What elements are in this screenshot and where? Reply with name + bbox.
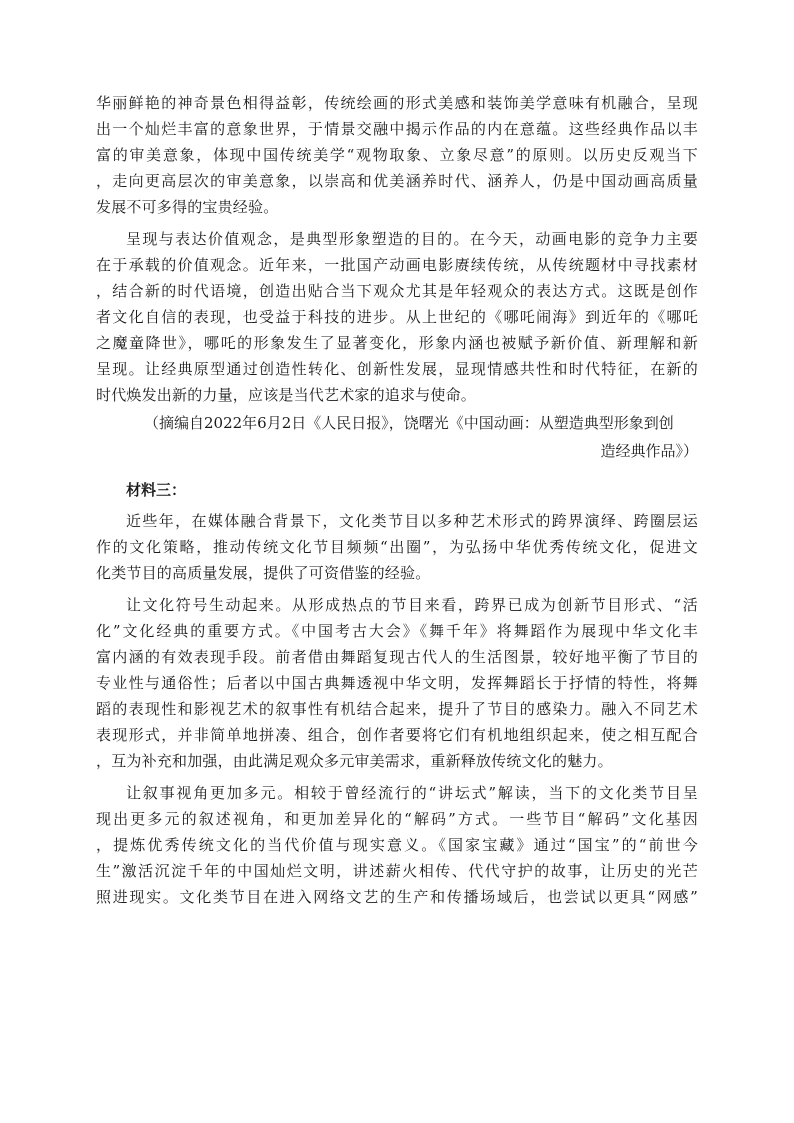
text-line: ，提炼优秀传统文化的当代价值与现实意义。《国家宝藏》通过“国宝”的“前世今 [96, 836, 698, 854]
paragraph-1 [96, 90, 698, 220]
text-line: 时代焕发出新的力量，应该是当代艺术家的追求与使命。 [96, 386, 477, 404]
text-line: 生”激活沉淀千年的中国灿烂文明，讲述薪火相传、代代守护的故事，让历史的光芒 [96, 862, 698, 880]
text-line: ，结合新的时代语境，创造出贴合当下观众尤其是年轻观众的表达方式。这既是创作 [96, 282, 698, 300]
text-line: 者文化自信的表现，也受益于科技的进步。从上世纪的《哪吒闹海》到近年的《哪吒 [96, 308, 698, 326]
text-line: ，互为补充和加强，由此满足观众多元审美需求，重新释放传统文化的魅力。 [96, 752, 613, 770]
text-line: 化类节目的高质量发展，提供了可资借鉴的经验。 [96, 564, 431, 582]
text-line: 蹈的表现性和影视艺术的叙事性有机结合起来，提升了节目的感染力。融入不同艺术 [96, 700, 698, 718]
citation [96, 408, 698, 464]
text-line: 在于承载的价值观念。近年来，一批国产动画电影赓续传统，从传统题材中寻找素材 [96, 256, 698, 274]
document-page [96, 90, 698, 910]
text-line: 专业性与通俗性；后者以中国古典舞透视中华文明，发挥舞蹈长于抒情的特性，将舞 [96, 674, 698, 692]
text-line: 呈现。让经典原型通过创造性转化、创新性发展，显现情感共性和时代特征，在新的 [96, 360, 698, 378]
citation-line: （摘编自2022年6月2日《人民日报》，饶曙光《中国动画：从塑造典型形象到创 [144, 414, 674, 432]
text-line: 照进现实。文化类节目在进入网络文艺的生产和传播场域后，也尝试以更具“网感” [96, 888, 698, 906]
text-line: 之魔童降世》，哪吒的形象发生了显著变化，形象内涵也被赋予新价值、新理解和新 [96, 334, 698, 352]
text-line: 富的审美意象，体现中国传统美学“观物取象、立象尽意”的原则。以历史反观当下 [96, 146, 698, 164]
section-heading: 材料三： [126, 481, 187, 499]
paragraph-2 [96, 226, 698, 408]
text-line: 出一个灿烂丰富的意象世界，于情景交融中揭示作品的内在意蕴。这些经典作品以丰 [96, 120, 698, 138]
text-line: 让叙事视角更加多元。相较于曾经流行的“讲坛式”解读，当下的文化类节目呈 [126, 784, 698, 802]
text-line: 发展不可多得的宝贵经验。 [96, 198, 279, 216]
text-line: 化”文化经典的重要方式。《中国考古大会》《舞千年》将舞蹈作为展现中华文化丰 [96, 622, 698, 640]
text-line: ，走向更高层次的审美意象，以崇高和优美涵养时代、涵养人，仍是中国动画高质量 [96, 172, 698, 190]
text-line: 华丽鲜艳的神奇景色相得益彰，传统绘画的形式美感和装饰美学意味有机融合，呈现 [96, 94, 698, 112]
text-line: 富内涵的有效表现手段。前者借由舞蹈复现古代人的生活图景，较好地平衡了节目的 [96, 648, 698, 666]
paragraph-3 [96, 508, 698, 586]
paragraph-4 [96, 592, 698, 774]
text-line: 作的文化策略，推动传统文化节目频频“出圈”，为弘扬中华优秀传统文化，促进文 [96, 538, 698, 556]
paragraph-5 [96, 780, 698, 910]
text-line: 表现形式，并非简单地拼凑、组合，创作者要将它们有机地组织起来，使之相互配合 [96, 726, 698, 744]
text-line: 呈现与表达价值观念，是典型形象塑造的目的。在今天，动画电影的竞争力主要 [126, 230, 698, 248]
text-line: 让文化符号生动起来。从形成热点的节目来看，跨界已成为创新节目形式、“活 [126, 596, 698, 614]
text-line: 近些年，在媒体融合背景下，文化类节目以多种艺术形式的跨界演绎、跨圈层运 [126, 512, 698, 530]
text-line: 现出更多元的叙述视角，和更加差异化的“解码”方式。一些节目“解码”文化基因 [96, 810, 698, 828]
citation-line: 造经典作品》） [600, 442, 698, 460]
